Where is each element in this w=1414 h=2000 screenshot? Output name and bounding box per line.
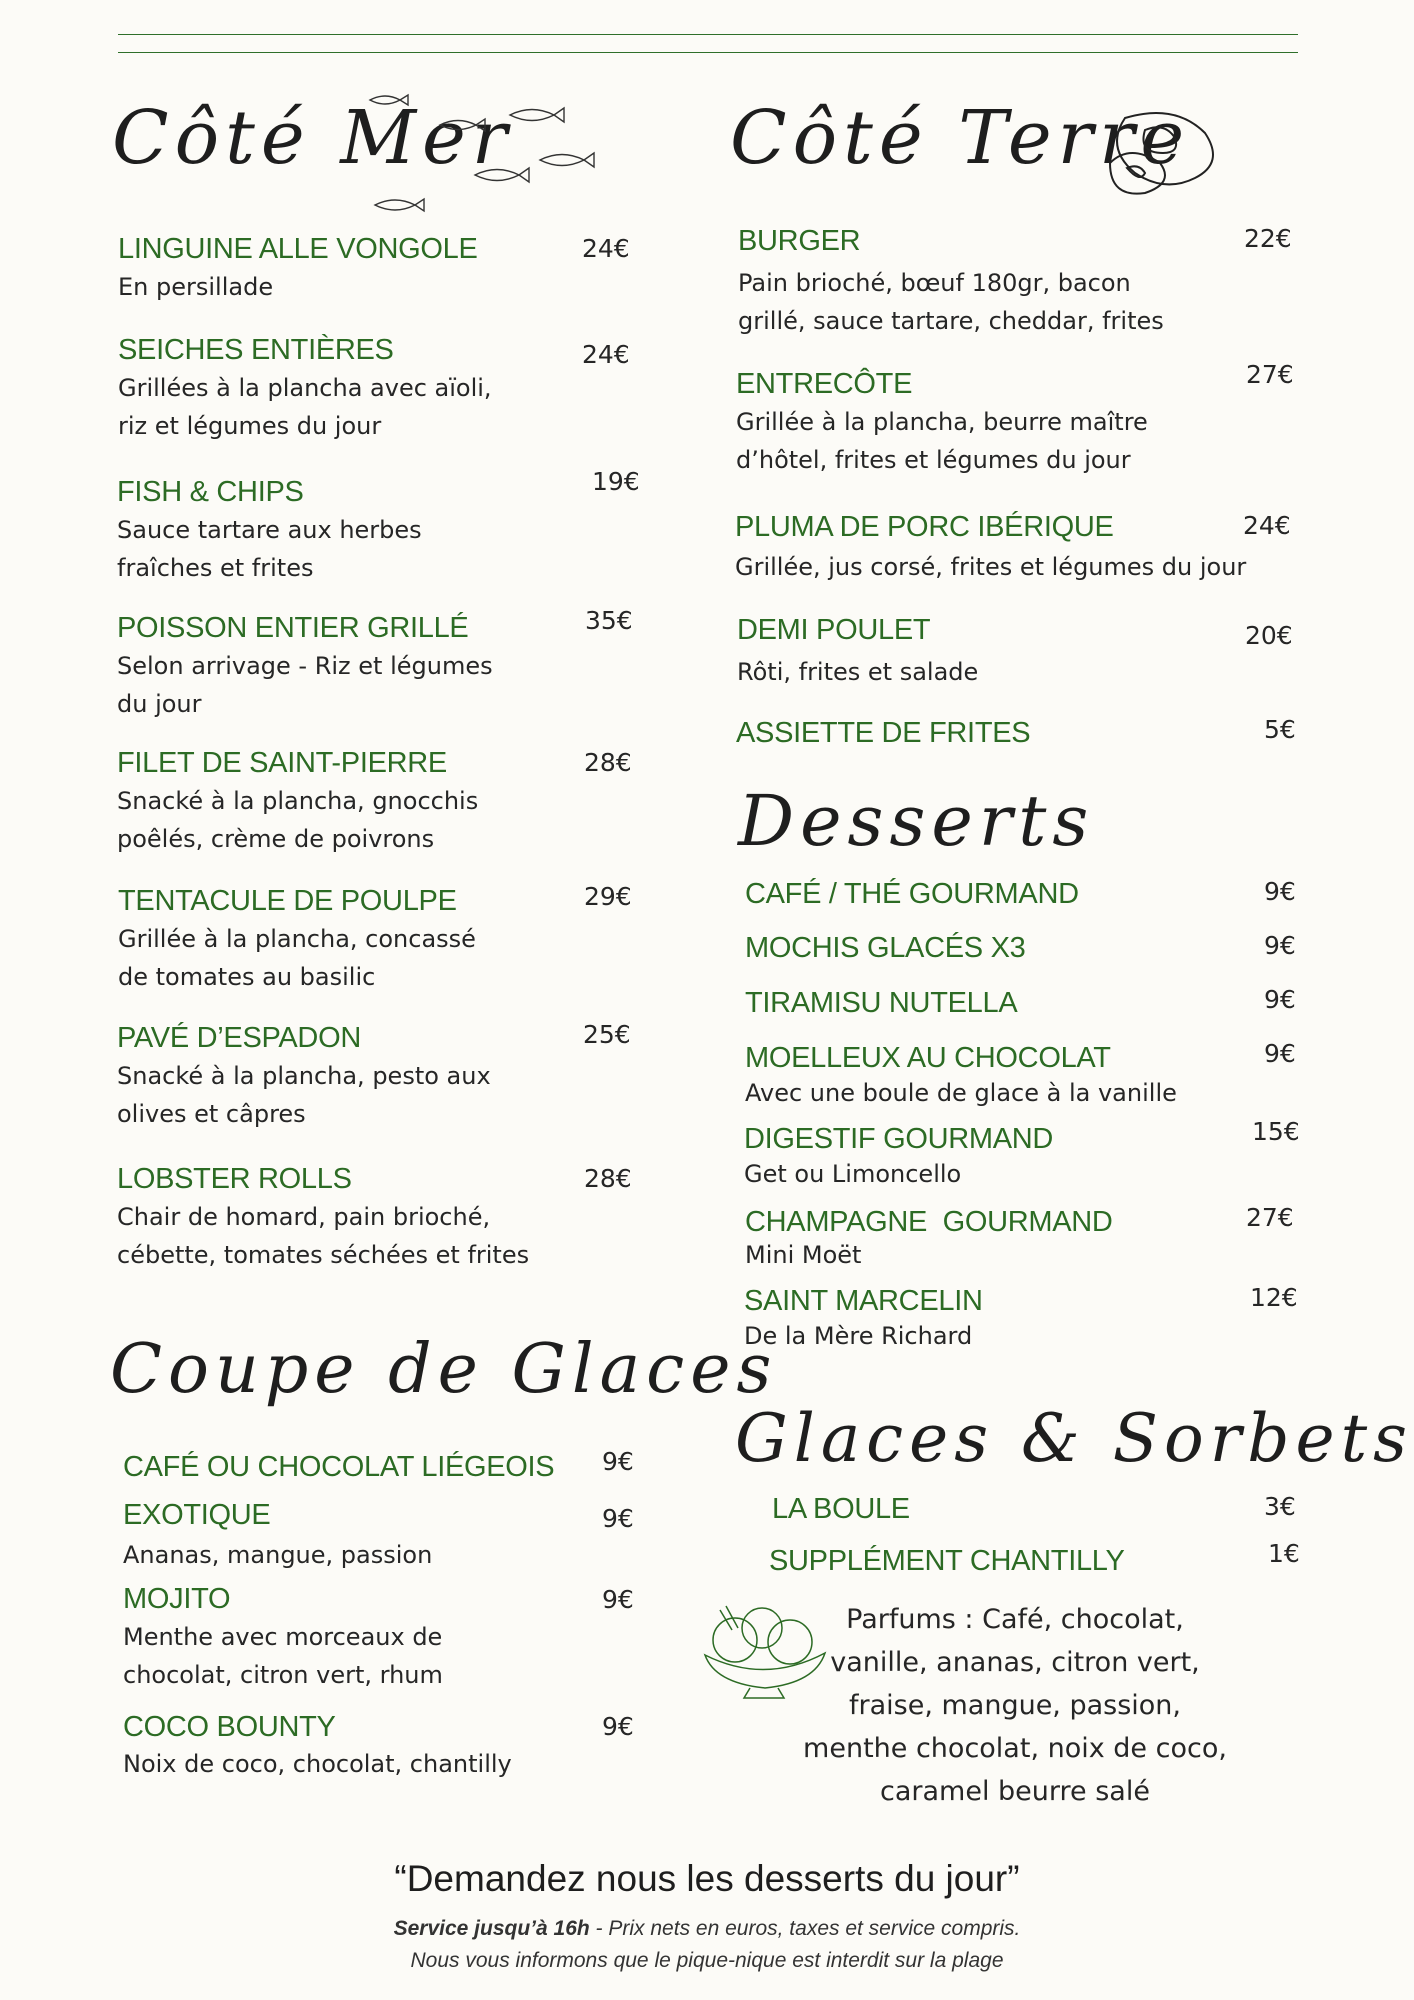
item-price: 15€: [1252, 1117, 1300, 1146]
item-price: 9€: [1264, 931, 1296, 960]
item-price: 9€: [1264, 1039, 1296, 1068]
item-price: 1€: [1268, 1539, 1300, 1568]
item-name: CHAMPAGNE GOURMAND: [745, 1206, 1113, 1238]
section-title-cote-terre: Côté Terre: [730, 95, 1191, 181]
item-name: SUPPLÉMENT CHANTILLY: [769, 1545, 1125, 1577]
section-title-cote-mer: Côté Mer: [112, 95, 514, 181]
menu-item-chantilly: [769, 1544, 1125, 1578]
menu-item-mochis: [745, 931, 1025, 965]
menu-item-poisson-entier: [117, 611, 493, 723]
item-price: 12€: [1250, 1283, 1298, 1312]
item-price: 29€: [584, 882, 632, 911]
menu-item-pluma: [735, 510, 1246, 586]
item-name: BURGER: [738, 225, 861, 257]
menu-item-saint-marcelin: [744, 1284, 983, 1352]
item-desc: Snacké à la plancha, pesto aux olives et câpres: [117, 1062, 491, 1128]
item-desc: Rôti, frites et salade: [737, 658, 979, 686]
item-name: DEMI POULET: [737, 614, 931, 646]
item-desc: Grillée à la plancha, beurre maître d’hôtel, frites et légumes du jour: [736, 408, 1148, 474]
item-desc: En persillade: [118, 273, 274, 301]
item-desc: Ananas, mangue, passion: [123, 1541, 433, 1569]
item-name: PAVÉ D’ESPADON: [117, 1022, 361, 1054]
item-price: 24€: [582, 340, 630, 369]
item-name: CAFÉ / THÉ GOURMAND: [745, 878, 1079, 910]
item-price: 19€: [592, 467, 640, 496]
item-name: SEICHES ENTIÈRES: [118, 334, 394, 366]
item-name: MOCHIS GLACÉS X3: [745, 932, 1026, 964]
service-note: Service jusqu’à 16h - Prix nets en euros, taxes et service compris.: [393, 1917, 1021, 1940]
item-name: CAFÉ OU CHOCOLAT LIÉGEOIS: [123, 1451, 555, 1483]
top-rule-1: [118, 34, 1298, 35]
item-desc: Chair de homard, pain brioché, cébette, tomates séchées et frites: [117, 1203, 530, 1269]
item-price: 9€: [1264, 985, 1296, 1014]
menu-item-espadon: [117, 1021, 491, 1133]
item-price: 27€: [1246, 1203, 1294, 1232]
item-name: LINGUINE ALLE VONGOLE: [118, 233, 478, 265]
item-desc: Sauce tartare aux herbes fraîches et frites: [117, 516, 422, 582]
item-price: 28€: [584, 748, 632, 777]
item-desc: Selon arrivage - Riz et légumes du jour: [117, 652, 493, 718]
item-price: 9€: [602, 1585, 634, 1614]
parfums-text: Parfums : Café, chocolat, vanille, ananas, citron vert, fraise, mangue, passion, menthe chocolat, noix de coco, caramel beurre salé: [803, 1604, 1227, 1807]
item-desc: Snacké à la plancha, gnocchis poêlés, crème de poivrons: [117, 787, 479, 853]
item-price: 9€: [1264, 877, 1296, 906]
item-desc: Noix de coco, chocolat, chantilly: [123, 1750, 512, 1778]
item-price: 5€: [1264, 715, 1296, 744]
menu-item-entrecote: [736, 367, 1148, 479]
item-name: PLUMA DE PORC IBÉRIQUE: [735, 511, 1114, 543]
item-price: 20€: [1245, 621, 1293, 650]
menu-item-la-boule: [772, 1492, 910, 1526]
item-desc: Grillées à la plancha avec aïoli, riz et légumes du jour: [118, 374, 492, 440]
picnic-note: Nous vous informons que le pique-nique est interdit sur la plage: [410, 1949, 1004, 1972]
menu-item-linguine: [118, 232, 478, 306]
item-price: 25€: [583, 1020, 631, 1049]
item-desc: De la Mère Richard: [744, 1322, 973, 1350]
item-name: TENTACULE DE POULPE: [118, 885, 457, 917]
menu-item-liegeois: [123, 1450, 554, 1484]
section-title-glaces-sorbets: Glaces & Sorbets: [735, 1400, 1413, 1477]
menu-item-mojito: [123, 1582, 443, 1694]
item-price: 9€: [602, 1447, 634, 1476]
item-name: LA BOULE: [772, 1493, 910, 1525]
item-name: POISSON ENTIER GRILLÉ: [117, 612, 469, 644]
item-price: 9€: [602, 1712, 634, 1741]
menu-item-frites: [736, 716, 1030, 750]
item-name: SAINT MARCELIN: [744, 1285, 983, 1317]
menu-item-champagne: [745, 1205, 1113, 1269]
item-price: 22€: [1244, 224, 1292, 253]
item-price: 9€: [602, 1504, 634, 1533]
desserts-du-jour-quote: “Demandez nous les desserts du jour”: [394, 1858, 1020, 1899]
item-name: MOJITO: [123, 1583, 231, 1615]
item-desc: Menthe avec morceaux de chocolat, citron vert, rhum: [123, 1623, 443, 1689]
menu-item-fish-chips: [117, 475, 422, 587]
menu-item-moelleux: [745, 1041, 1177, 1109]
menu-item-lobster: [117, 1162, 529, 1274]
item-name: FISH & CHIPS: [117, 476, 304, 508]
menu-item-tiramisu: [745, 986, 1017, 1020]
item-price: 24€: [582, 234, 630, 263]
menu-item-seiches: [118, 333, 492, 445]
item-name: TIRAMISU NUTELLA: [745, 987, 1018, 1019]
item-desc: Get ou Limoncello: [744, 1160, 962, 1188]
item-price: 28€: [584, 1164, 632, 1193]
menu-item-exotique: [123, 1498, 432, 1574]
item-name: MOELLEUX AU CHOCOLAT: [745, 1042, 1111, 1074]
menu-item-demi-poulet: [737, 613, 978, 691]
item-name: EXOTIQUE: [123, 1499, 271, 1531]
item-name: COCO BOUNTY: [123, 1711, 336, 1743]
menu-item-poulpe: [118, 884, 476, 996]
menu-item-cafe-gourmand: [745, 877, 1079, 911]
menu-item-coco-bounty: [123, 1710, 512, 1782]
item-desc: Pain brioché, bœuf 180gr, bacon grillé, sauce tartare, cheddar, frites: [738, 269, 1164, 335]
item-desc: Avec une boule de glace à la vanille: [745, 1079, 1177, 1107]
item-name: DIGESTIF GOURMAND: [744, 1123, 1054, 1155]
menu-item-digestif: [744, 1122, 1053, 1190]
item-desc: Mini Moët: [745, 1241, 862, 1269]
item-price: 24€: [1243, 511, 1291, 540]
fish-school-icon: [360, 90, 620, 220]
item-desc: Grillée, jus corsé, frites et légumes du jour: [735, 553, 1247, 581]
item-name: LOBSTER ROLLS: [117, 1163, 352, 1195]
section-title-desserts: Desserts: [738, 780, 1095, 862]
item-name: FILET DE SAINT-PIERRE: [117, 747, 447, 779]
item-name: ENTRECÔTE: [736, 368, 913, 400]
item-price: 35€: [585, 606, 633, 635]
top-rule-2: [118, 52, 1298, 53]
item-price: 27€: [1246, 360, 1294, 389]
section-title-coupe-de-glaces: Coupe de Glaces: [110, 1330, 778, 1409]
menu-item-burger: [738, 224, 1164, 340]
menu-item-saint-pierre: [117, 746, 478, 858]
steak-icon: [1105, 108, 1225, 198]
item-name: ASSIETTE DE FRITES: [736, 717, 1031, 749]
item-price: 3€: [1264, 1492, 1296, 1521]
item-desc: Grillée à la plancha, concassé de tomates au basilic: [118, 925, 476, 991]
